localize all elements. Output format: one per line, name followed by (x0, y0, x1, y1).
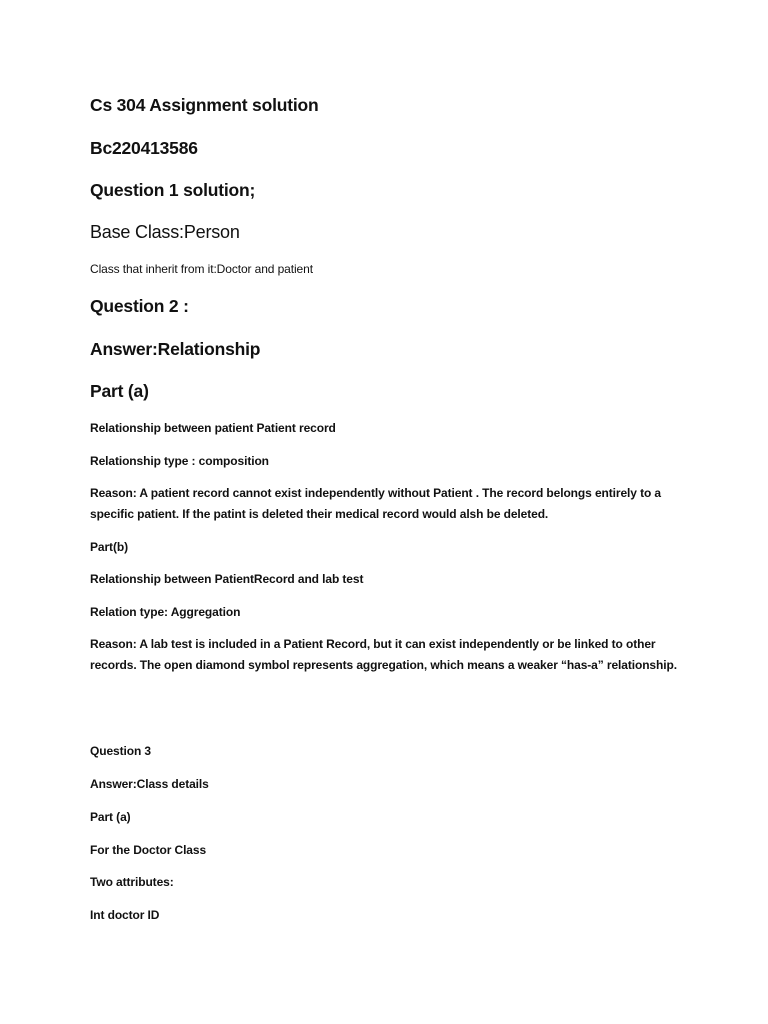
question-2-heading: Question 2 : (90, 296, 189, 316)
part-a-heading: Part (a) (90, 381, 149, 401)
student-id: Bc220413586 (90, 138, 198, 158)
part-a-reason: Reason: A patient record cannot exist independently without Patient . The record belongs entirely to a specific patient. If the patint is deleted their medical record would alsh be deleted. (90, 486, 661, 521)
question-1-heading: Question 1 solution; (90, 180, 256, 200)
question-3-part-a: Part (a) (90, 810, 131, 824)
part-b-relationship: Relationship between PatientRecord and lab test (90, 572, 364, 586)
attributes-label: Two attributes: (90, 875, 174, 889)
inherit-line: Class that inherit from it:Doctor and patient (90, 262, 313, 276)
part-b-heading: Part(b) (90, 540, 128, 554)
doctor-class-line: For the Doctor Class (90, 843, 207, 857)
part-a-type: Relationship type : composition (90, 454, 269, 468)
question-3-answer: Answer:Class details (90, 777, 209, 791)
part-b-reason: Reason: A lab test is included in a Patient Record, but it can exist independently or be linked to other records. The open diamond symbol represents aggregation, which means a weaker “has-a” relationship. (90, 637, 677, 672)
part-b-type: Relation type: Aggregation (90, 605, 241, 619)
attribute-1: Int doctor ID (90, 908, 160, 922)
base-class-line: Base Class:Person (90, 222, 240, 242)
document-title: Cs 304 Assignment solution (90, 95, 319, 115)
part-a-relationship: Relationship between patient Patient record (90, 421, 336, 435)
question-3-heading: Question 3 (90, 744, 152, 758)
question-2-answer: Answer:Relationship (90, 339, 261, 359)
